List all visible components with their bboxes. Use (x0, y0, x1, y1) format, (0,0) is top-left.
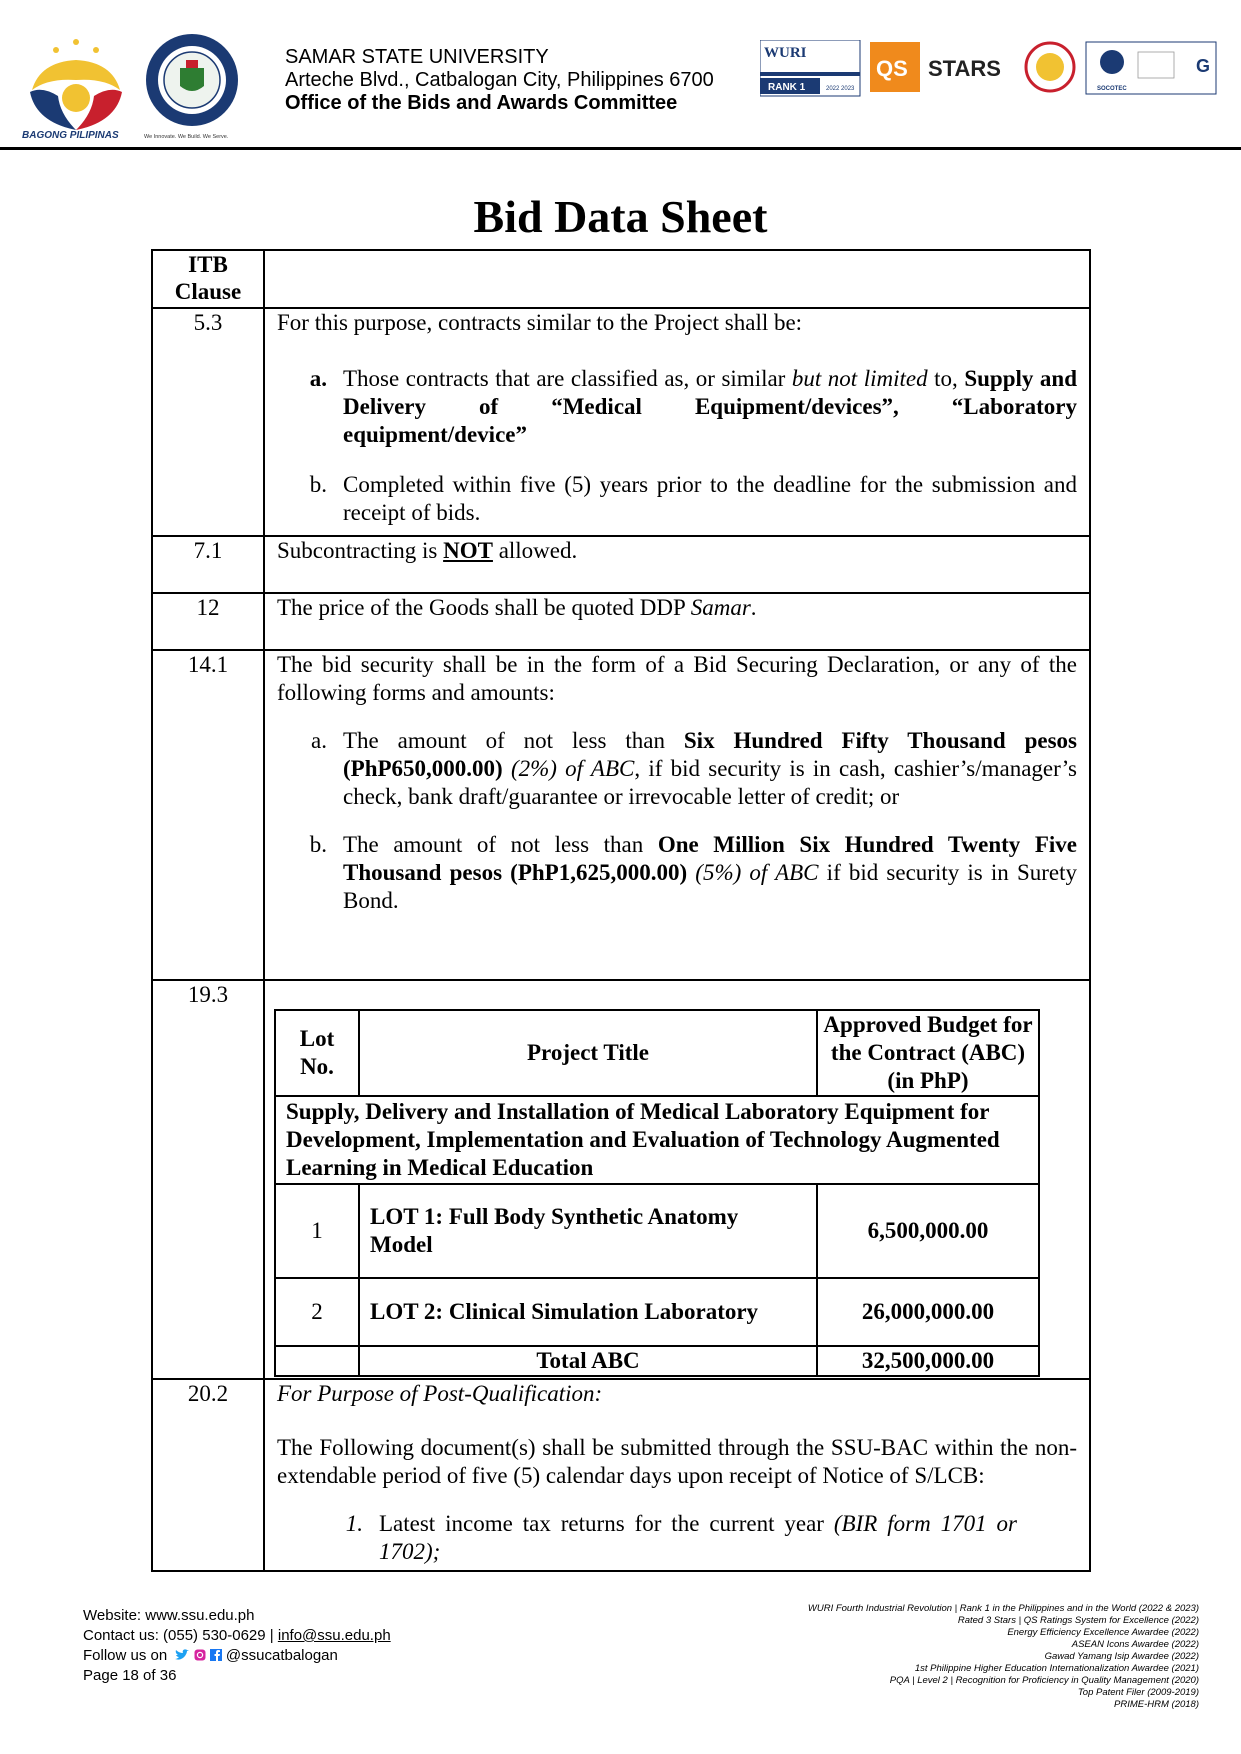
award-line: 1st Philippine Higher Education Internationalization Awardee (2021) (914, 1663, 1199, 1674)
total-value: 32,500,000.00 (817, 1346, 1039, 1376)
item-text: Those contracts that are classified as, or similar but not limited to, Supply and Delivery of “Medical Equipment/devices”, “Laboratory equipment/device” (343, 366, 1078, 447)
header-divider (0, 147, 1241, 150)
item-label: a. (311, 728, 327, 753)
abc-header-row (275, 1010, 1039, 1096)
clause-header-line2: Clause (174, 279, 242, 304)
table-row (275, 1278, 1039, 1346)
lot-title: LOT 2: Clinical Simulation Laboratory (359, 1278, 817, 1346)
clause-number: 5.3 (152, 308, 264, 536)
award-line: PRIME-HRM (2018) (1114, 1699, 1199, 1710)
abc-table (274, 1009, 1040, 1377)
award-line: ASEAN Icons Awardee (2022) (1071, 1639, 1199, 1650)
logo-caption: BAGONG PILIPINAS (22, 130, 119, 140)
footer-contact-line: Contact us: (055) 530-0629 | info@ssu.edu.ph (83, 1627, 391, 1644)
stars-label: STARS (928, 56, 1001, 81)
award-line: Top Patent Filer (2009-2019) (1077, 1687, 1199, 1698)
footer-social: Follow us on @ssucatbalogan (83, 1647, 338, 1664)
lot-no-header: Lot No. (275, 1010, 359, 1096)
wuri-years: 2022 2023 (826, 86, 855, 92)
wuri-label: WURI (764, 45, 807, 61)
university-name: SAMAR STATE UNIVERSITY (285, 46, 549, 68)
item-label: b. (309, 832, 327, 857)
item-text: Completed within five (5) years prior to the deadline for the submission and receipt of bids. (343, 472, 1077, 525)
award-line: WURI Fourth Industrial Revolution | Rank 1 in the Philippines and in the World (2022 & 2023) (807, 1603, 1199, 1614)
table-row (275, 1184, 1039, 1278)
email-link[interactable]: info@ssu.edu.ph (277, 1627, 391, 1644)
row-19-3 (152, 980, 1090, 1379)
row-intro: The bid security shall be in the form of a Bid Securing Declaration, or any of the following forms and amounts: (277, 652, 1077, 705)
clause-number: 12 (152, 593, 264, 650)
clause-number: 20.2 (152, 1379, 264, 1571)
item-label: 1. (345, 1511, 363, 1536)
item-label: a. (309, 366, 327, 391)
total-row (275, 1346, 1039, 1376)
project-row (275, 1096, 1039, 1184)
abc-header: Approved Budget for the Contract (ABC) (in PhP) (817, 1010, 1039, 1096)
socotec-badge (1086, 42, 1216, 94)
logo-tagline: We Innovate. We Build. We Serve. (144, 134, 229, 140)
item-text: The amount of not less than Six Hundred Fifty Thousand pesos (PhP650,000.00) (2%) of ABC, if bid security is in cash, cashier’s/manager’s check, bank draft/guarantee or irrevocable letter of credit; or (343, 728, 1077, 809)
row-5-3 (152, 308, 1090, 536)
lot-title: LOT 1: Full Body Synthetic Anatomy Model (359, 1184, 817, 1278)
footer-contact (83, 1606, 391, 1686)
office-name: Office of the Bids and Awards Committee (285, 92, 678, 114)
body-header (264, 250, 1090, 308)
lot-number: 1 (275, 1184, 359, 1278)
page-title: Bid Data Sheet (473, 191, 768, 242)
row-intro: For Purpose of Post-Qualification: (277, 1381, 603, 1406)
socotec-label: SOCOTEC (1097, 86, 1127, 92)
table-header-row (152, 250, 1090, 308)
bagong-pilipinas-logo (20, 30, 132, 140)
clause-number: 7.1 (152, 536, 264, 593)
item-text: The amount of not less than One Million Six Hundred Twenty Five Thousand pesos (PhP1,625,000.00) (5%) of ABC if bid security is in Surety Bond. (343, 832, 1077, 913)
bid-data-table (151, 249, 1091, 1572)
footer-website: Website: www.ssu.edu.ph (83, 1607, 255, 1624)
row-12 (152, 593, 1090, 650)
footer-awards (808, 1603, 1199, 1711)
qs-stars-badge (870, 42, 1001, 92)
wuri-rank: RANK 1 (768, 82, 806, 93)
list-item (277, 1510, 1077, 1566)
clause-header (152, 250, 264, 308)
item-label: b. (309, 472, 327, 497)
page-number: Page 18 of 36 (83, 1667, 177, 1684)
facebook-icon[interactable] (210, 1649, 222, 1661)
lot-abc: 6,500,000.00 (817, 1184, 1039, 1278)
list-item (277, 365, 1077, 449)
qs-label: QS (876, 56, 908, 81)
row-7-1 (152, 536, 1090, 593)
twitter-icon[interactable] (175, 1649, 189, 1661)
lot-number: 2 (275, 1278, 359, 1346)
list-item (277, 471, 1077, 527)
lot-abc: 26,000,000.00 (817, 1278, 1039, 1346)
row-20-2 (152, 1379, 1090, 1571)
award-line: PQA | Level 2 | Recognition for Proficiency in Quality Management (2020) (889, 1675, 1199, 1686)
project-name: Supply, Delivery and Installation of Medical Laboratory Equipment for Development, Implementation and Evaluation of Technology Augmented Learning in Medical Education (275, 1096, 1039, 1184)
instagram-icon[interactable] (194, 1649, 206, 1661)
item-text: Latest income tax returns for the current year (BIR form 1701 or 1702); (379, 1511, 1017, 1564)
row-paragraph: The Following document(s) shall be submitted through the SSU-BAC within the non-extendable period of five (5) calendar days upon receipt of Notice of S/LCB: (277, 1435, 1077, 1488)
svg-text:G: G (1196, 56, 1211, 76)
ssu-seal-logo (142, 30, 242, 140)
clause-number: 14.1 (152, 650, 264, 980)
accreditation-badges (760, 40, 1220, 100)
project-title-header: Project Title (359, 1010, 817, 1096)
university-address: Arteche Blvd., Catbalogan City, Philippines 6700 (285, 69, 714, 91)
row-text: Subcontracting is NOT allowed. (264, 536, 1090, 593)
award-line: Rated 3 Stars | QS Ratings System for Excellence (2022) (957, 1615, 1199, 1626)
letterhead-text (285, 46, 714, 115)
clause-header-line1: ITB (188, 252, 228, 277)
award-line: Gawad Yamang Isip Awardee (2022) (1044, 1651, 1199, 1662)
row-14-1 (152, 650, 1090, 980)
list-item (277, 831, 1077, 915)
award-line: Energy Efficiency Excellence Awardee (2022) (1007, 1627, 1199, 1638)
row-intro: For this purpose, contracts similar to the Project shall be: (277, 310, 803, 335)
row-text: The price of the Goods shall be quoted DDP Samar. (264, 593, 1090, 650)
wuri-badge (760, 40, 860, 96)
list-item (277, 727, 1077, 811)
clause-number: 19.3 (152, 980, 264, 1379)
total-label: Total ABC (359, 1346, 817, 1376)
